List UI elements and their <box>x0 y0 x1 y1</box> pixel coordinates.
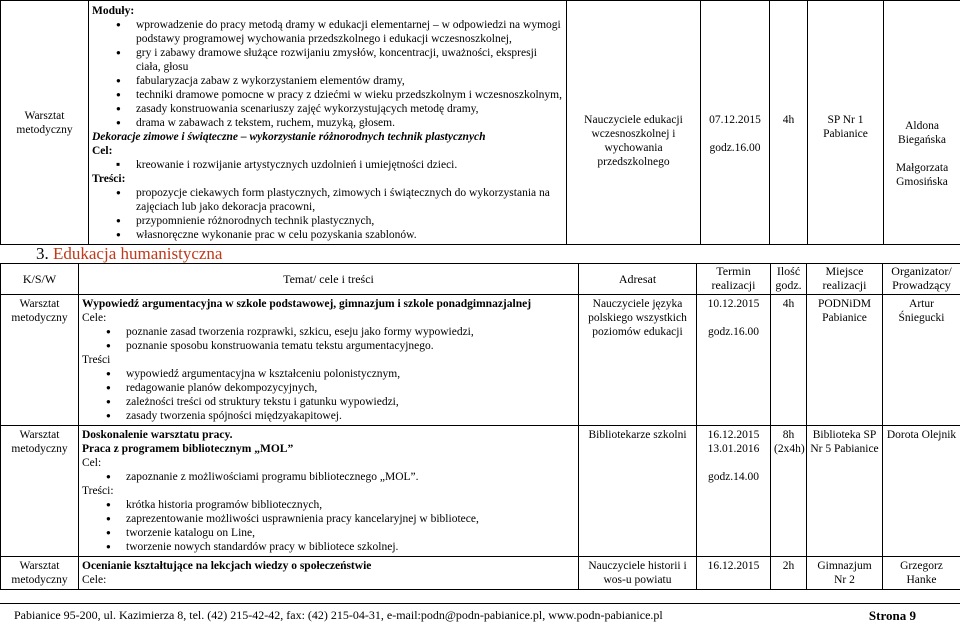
list-item: ● tworzenie katalogu on Line, <box>106 526 575 540</box>
table-header-row <box>1 264 960 295</box>
section-heading <box>36 244 222 264</box>
hours-cell: 4h <box>771 295 807 426</box>
list-item: ● zasady konstruowania scenariuszy zajęć wykorzystujących metodę dramy, <box>116 102 563 116</box>
date-cell <box>701 1 770 245</box>
topic-title: Wypowiedź argumentacyjna w szkole podstawowej, gimnazjum i szkole ponadgimnazjalnej <box>82 298 532 310</box>
place-text: SP Nr 1 Pabianice <box>823 114 868 140</box>
hours-text: 8h <box>782 429 795 441</box>
page-footer <box>0 603 960 624</box>
date-text: 16.12.2015 <box>707 429 760 441</box>
adresat-cell <box>567 1 701 245</box>
hours-cell <box>771 426 807 557</box>
type-label: Warsztat metodyczny <box>16 109 73 136</box>
hours-text: 4h <box>782 114 795 126</box>
list-item: ● zależności treści od struktury tekstu i gatunku wypowiedzi, <box>106 395 575 409</box>
page-number: Strona 9 <box>868 608 916 623</box>
section-title: Edukacja <box>53 244 117 263</box>
content-cell <box>79 557 579 590</box>
section-number: 3. <box>36 244 49 263</box>
time-text: godz.16.00 <box>709 142 761 154</box>
content-cell <box>79 295 579 426</box>
topic-title: Doskonalenie warsztatu pracy. <box>82 429 233 441</box>
cel-label: Cel: <box>82 457 102 469</box>
hours-cell: 2h <box>771 557 807 590</box>
hours-note: (2x4h) <box>774 443 805 455</box>
section-title: humanistyczna <box>120 244 223 263</box>
adresat-cell: Bibliotekarze szkolni <box>579 426 697 557</box>
modules-label: Moduły: <box>92 5 135 17</box>
date-text: 10.12.2015 <box>707 298 760 310</box>
organizer-cell: Artur Śniegucki <box>883 295 960 426</box>
list-item: ● przypomnienie różnorodnych technik plastycznych, <box>116 214 563 228</box>
organizer-cell: Dorota Olejnik <box>883 426 960 557</box>
date-cell: 16.12.2015 <box>697 557 771 590</box>
tresci-label: Treści: <box>82 485 114 497</box>
adresat-cell: Nauczyciele historii i wos-u powiatu <box>579 557 697 590</box>
list-item: ● zasady tworzenia spójności międzyakapitowej. <box>106 409 575 423</box>
time-text: godz.16.00 <box>707 326 760 338</box>
modules-list <box>116 18 563 130</box>
tresci-label: Treści: <box>92 173 126 185</box>
adresat-cell: Nauczyciele języka polskiego wszystkich poziomów edukacji <box>579 295 697 426</box>
list-item: ● tworzenie nowych standardów pracy w bibliotece szkolnej. <box>106 540 575 554</box>
list-item: ● wypowiedź argumentacyjna w kształceniu polonistycznym, <box>106 367 575 381</box>
place-cell: Biblioteka SP Nr 5 Pabianice <box>807 426 883 557</box>
header-temat: Temat/ cele i treści <box>79 264 579 295</box>
header-termin: Termin realizacji <box>697 264 771 295</box>
tresci-list <box>116 186 563 242</box>
date-cell <box>697 295 771 426</box>
type-cell: Warsztat metodyczny <box>1 295 79 426</box>
table-row <box>1 295 960 426</box>
tresci-list <box>106 498 575 554</box>
list-item: ● drama w zabawach z tekstem, ruchem, muzyką, głosem. <box>116 116 563 130</box>
header-organizator: Organizator/ Prowadzący <box>883 264 960 295</box>
topic-title: Ocenianie kształtujące na lekcjach wiedzy o społeczeństwie <box>82 560 372 572</box>
organizer-text: Małgorzata Gmosińska <box>895 162 949 188</box>
top-table <box>0 0 960 245</box>
list-item: ● własnoręczne wykonanie prac w celu pozyskania szablonów. <box>116 228 563 242</box>
list-item: ● poznanie zasad tworzenia rozprawki, szkicu, eseju jako formy wypowiedzi, <box>106 325 575 339</box>
cel-label: Cel: <box>92 145 113 157</box>
list-item: ▪ kreowanie i rozwijanie artystycznych uzdolnień i umiejętności dzieci. <box>116 158 563 172</box>
organizer-text: Aldona Biegańska <box>898 120 946 146</box>
list-item: ● zaprezentowanie możliwości usprawnienia pracy kancelaryjnej w bibliotece, <box>106 512 575 526</box>
list-item: ● gry i zabawy dramowe służące rozwijaniu zmysłów, koncentracji, uważności, ekspresji ciała, głosu <box>116 46 563 74</box>
tresci-list <box>106 367 575 423</box>
type-cell: Warsztat metodyczny <box>1 557 79 590</box>
header-ilosc: Ilość godz. <box>771 264 807 295</box>
date-text: 13.01.2016 <box>707 443 760 455</box>
header-miejsce: Miejsce realizacji <box>807 264 883 295</box>
organizer-cell: Grzegorz Hanke <box>883 557 960 590</box>
footer-address: Pabianice 95-200, ul. Kazimierza 8, tel. (42) 215-42-42, fax: (42) 215-04-31, e-mail:podn@podn-pabianice.pl, www.podn-pabianice.pl <box>14 608 663 622</box>
place-cell: PODNiDM Pabianice <box>807 295 883 426</box>
adresat-text: Nauczyciele edukacji wczesnoszkolnej i wychowania przedszkolnego <box>584 114 683 168</box>
time-text: godz.14.00 <box>707 471 760 483</box>
cel-list <box>116 158 563 172</box>
list-item: ● wprowadzenie do pracy metodą dramy w edukacji elementarnej – w odpowiedzi na wymogi podstawy programowej wychowania przedszkolnego i edukacji wczesnoszkolnej, <box>116 18 563 46</box>
content-cell <box>89 1 567 245</box>
date-cell <box>697 426 771 557</box>
type-cell: Warsztat metodyczny <box>1 426 79 557</box>
list-item: ● krótka historia programów bibliotecznych, <box>106 498 575 512</box>
date-text: 07.12.2015 <box>709 114 761 126</box>
table-row <box>1 426 960 557</box>
list-item: ● poznanie sposobu konstruowania tematu tekstu argumentacyjnego. <box>106 339 575 353</box>
place-cell <box>808 1 884 245</box>
place-cell: Gimnazjum Nr 2 <box>807 557 883 590</box>
list-item: ● propozycje ciekawych form plastycznych, zimowych i świątecznych do wykorzystania na zajęciach lub jako dekoracja pracowni, <box>116 186 563 214</box>
type-cell <box>1 1 89 245</box>
list-item: ● fabularyzacja zabaw z wykorzystaniem elementów dramy, <box>116 74 563 88</box>
list-item: ● techniki dramowe pomocne w pracy z dziećmi w wieku przedszkolnym i wczesnoszkolnym, <box>116 88 563 102</box>
topic-subtitle: Praca z programem bibliotecznym „MOL” <box>82 443 294 455</box>
cel-label: Cele: <box>82 574 107 586</box>
organizer-cell <box>884 1 960 245</box>
cel-list <box>106 325 575 353</box>
hours-cell <box>770 1 808 245</box>
cel-list <box>106 470 575 484</box>
list-item: ● zapoznanie z możliwościami programu bibliotecznego „MOL”. <box>106 470 575 484</box>
topic-title: Dekoracje zimowe i świąteczne – wykorzystanie różnorodnych technik plastycznych <box>92 131 486 143</box>
tresci-label: Treści <box>82 354 111 366</box>
list-item: ● redagowanie planów dekompozycyjnych, <box>106 381 575 395</box>
content-cell <box>79 426 579 557</box>
table-row <box>1 557 960 590</box>
cel-label: Cele: <box>82 312 107 324</box>
header-ksw: K/S/W <box>1 264 79 295</box>
events-table <box>0 263 960 590</box>
header-adresat: Adresat <box>579 264 697 295</box>
